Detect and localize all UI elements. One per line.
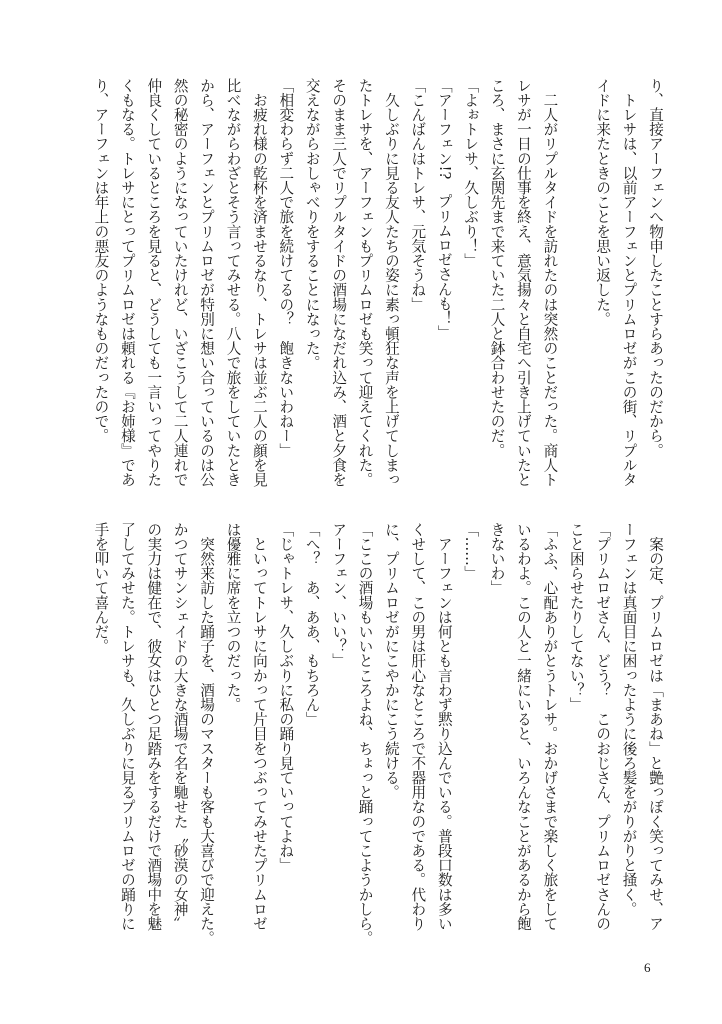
text-line: いるわよ。この人と一緒にいると、いろんなことがあるから飽 — [514, 522, 532, 931]
text-line: こと困らせたりしてない？」 — [567, 522, 585, 712]
text-line: の実力は健在で、彼女はひとつ足踏みをするだけで酒場中を魅 — [145, 522, 163, 931]
text-line: 「ここの酒場もいいところよね、ちょっと踊ってこようかしら。 — [356, 522, 374, 946]
blank-line — [562, 78, 588, 493]
text-line: 「こんばんはトレサ、元気そうね」 — [409, 78, 427, 312]
text-line: 手を叩いて喜んだ。 — [92, 522, 110, 654]
text-line: たトレサを、アーフェンもプリムロゼも笑って迎えてくれた。 — [356, 78, 374, 487]
text-line: から、アーフェンとプリムロゼが特別に想い合っているのは公 — [198, 78, 216, 487]
text-line: り、直接アーフェンへ物申したことすらあったのだから。 — [647, 78, 664, 458]
text-line: といってトレサに向かって片目をつぶってみせたプリムロゼ — [250, 522, 268, 931]
text-line: かつてサンシェイドの大きな酒場で名を馳せた〝砂漠の女神〟 — [171, 522, 189, 931]
text-line: 了してみせた。トレサも、久しぶりに見るプリムロゼの踊りに — [118, 522, 136, 931]
text-line: 仲良くしているところを見ると、どうしても一言いってやりた — [145, 78, 163, 487]
text-line: ーフェンは真面目に困ったように後ろ髪をがりがりと掻く。 — [620, 522, 638, 917]
text-line: 比べながらわざとそう言ってみせる。八人で旅をしていたとき — [224, 78, 242, 487]
text-line: アーフェン、いい？」 — [330, 522, 348, 668]
text-line: くもなる。トレサにとってプリムロゼは頼れる『お姉様』であ — [118, 78, 136, 487]
text-line: イドに来たときのことを思い返した。 — [594, 78, 612, 327]
text-line: 「プリムロゼさん、どう？ このおじさん、プリムロゼさんの — [594, 522, 612, 931]
text-block-bottom — [87, 522, 668, 947]
page-number: 6 — [644, 960, 651, 975]
text-line: 「相変わらず二人で旅を続けてるの？ 飽きないわねー」 — [277, 78, 295, 458]
text-line: 案の定、プリムロゼは「まあね」と艶っぽく笑ってみせ、ア — [647, 522, 664, 931]
text-line: お疲れ様の乾杯を済ませるなり、トレサは並ぶ二人の顔を見 — [250, 78, 268, 487]
text-line: そのまま三人でリプルタイドの酒場になだれ込み、酒と夕食を — [330, 78, 348, 487]
text-line: 突然来訪した踊子を、酒場のマスターも客も大喜びで迎えた。 — [198, 522, 216, 946]
text-line: トレサは、以前アーフェンとプリムロゼがこの街、リプルタ — [620, 78, 638, 487]
text-line: きないわ」 — [488, 522, 506, 595]
text-line: 久しぶりに見る友人たちの姿に素っ頓狂な声を上げてしまっ — [382, 78, 400, 487]
text-line: 「へ？ あ、ああ、もちろん」 — [303, 522, 321, 727]
text-line: 「じゃトレサ、久しぶりに私の踊り見ていってよね」 — [277, 522, 295, 873]
text-line: ころ、まさに玄関先まで来ていた二人と鉢合わせたのだ。 — [488, 78, 506, 458]
text-line: に、プリムロゼがにこやかにこう続ける。 — [382, 522, 400, 800]
text-line: 「よぉトレサ、久しぶり！」 — [462, 78, 480, 268]
text-line: 「ふふ、心配ありがとうトレサ。おかげさまで楽しく旅をして — [541, 522, 559, 931]
text-line: 「……」 — [462, 522, 480, 581]
text-line: レサが一日の仕事を終え、意気揚々と自宅へ引き上げていたと — [514, 78, 532, 487]
text-line: 「アーフェン!? プリムロゼさんも！」 — [435, 78, 453, 340]
text-line: くせして、この男は肝心なところで不器用なのである。代わり — [409, 522, 427, 931]
text-line: 交えながらおしゃべりをすることになった。 — [303, 78, 321, 370]
text-line: 二人がリプルタイドを訪れたのは突然のことだった。商人ト — [541, 78, 559, 487]
text-line: アーフェンは何とも言わず黙り込んでいる。普段口数は多い — [435, 522, 453, 931]
text-line: り、アーフェンは年上の悪友のようなものだったので。 — [92, 78, 110, 443]
text-line: は優雅に席を立つのだった。 — [224, 522, 242, 712]
text-block-top — [87, 78, 668, 493]
text-line: 然の秘密のようになっていたけれど、いざこうして二人連れで — [171, 78, 189, 487]
